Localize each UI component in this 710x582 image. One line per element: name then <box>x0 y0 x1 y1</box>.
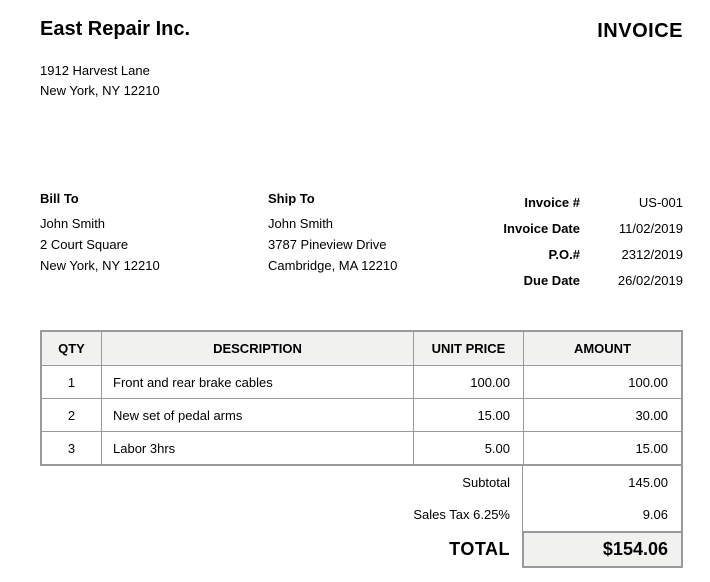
items-table-header-row <box>42 332 681 365</box>
meta-label-invoice-date: Invoice Date <box>503 220 580 236</box>
meta-label-invoice-number: Invoice # <box>524 194 580 210</box>
bill-to-line-street: 2 Court Square <box>40 237 129 252</box>
bill-to-lines <box>40 213 160 276</box>
cell-description: Labor 3hrs <box>102 432 414 464</box>
cell-unit-price: 5.00 <box>414 432 524 464</box>
ship-to-lines <box>268 213 397 276</box>
ship-to-section <box>268 191 397 276</box>
meta-row-due-date <box>430 267 683 293</box>
header-cell-unit-price: UNIT PRICE <box>414 332 524 365</box>
meta-value-invoice-date: 11/02/2019 <box>618 220 683 236</box>
bill-to-line-name: John Smith <box>40 216 106 231</box>
table-row-2 <box>42 398 681 431</box>
totals-amounts-box <box>522 466 683 531</box>
cell-qty: 1 <box>42 366 102 398</box>
items-table <box>40 330 683 466</box>
ship-to-label: Ship To <box>268 191 315 206</box>
table-row-3 <box>42 431 681 464</box>
invoice-title: INVOICE <box>597 20 683 42</box>
meta-label-due-date: Due Date <box>523 272 580 288</box>
header-cell-qty: QTY <box>42 332 102 365</box>
ship-to-line-name: John Smith <box>268 216 334 231</box>
table-row-1 <box>42 365 681 398</box>
meta-label-po-number: P.O.# <box>548 246 580 262</box>
bill-to-section <box>40 191 160 276</box>
company-name: East Repair Inc. <box>40 18 191 40</box>
header-cell-description: DESCRIPTION <box>102 332 414 365</box>
cell-amount: 100.00 <box>628 374 668 390</box>
meta-row-invoice-number <box>430 189 683 215</box>
invoice-meta <box>430 189 683 293</box>
meta-row-invoice-date <box>430 215 683 241</box>
company-address-line-2: New York, NY 12210 <box>40 83 160 98</box>
grand-total-label: TOTAL <box>449 539 510 559</box>
ship-to-line-city: Cambridge, MA 12210 <box>268 258 398 273</box>
grand-total-value: $154.06 <box>522 531 683 568</box>
company-address-line-1: 1912 Harvest Lane <box>40 63 150 78</box>
meta-value-invoice-number: US-001 <box>638 194 683 210</box>
bill-to-line-city: New York, NY 12210 <box>40 258 160 273</box>
meta-value-po-number: 2312/2019 <box>621 246 683 262</box>
cell-unit-price: 15.00 <box>414 399 524 431</box>
header-cell-amount: AMOUNT <box>573 341 632 356</box>
cell-description: New set of pedal arms <box>102 399 414 431</box>
bill-to-label: Bill To <box>40 191 79 206</box>
cell-qty: 3 <box>42 432 102 464</box>
subtotal-label: Subtotal <box>462 474 510 490</box>
company-address <box>40 61 160 101</box>
sales-tax-label: Sales Tax 6.25% <box>413 506 510 522</box>
cell-amount: 30.00 <box>635 407 668 423</box>
ship-to-line-street: 3787 Pineview Drive <box>268 237 387 252</box>
cell-description: Front and rear brake cables <box>102 366 414 398</box>
cell-unit-price: 100.00 <box>414 366 524 398</box>
sales-tax-value: 9.06 <box>642 506 668 522</box>
subtotal-value: 145.00 <box>628 474 668 490</box>
cell-amount: 15.00 <box>635 440 668 456</box>
cell-qty: 2 <box>42 399 102 431</box>
meta-row-po-number <box>430 241 683 267</box>
meta-value-due-date: 26/02/2019 <box>617 272 683 288</box>
